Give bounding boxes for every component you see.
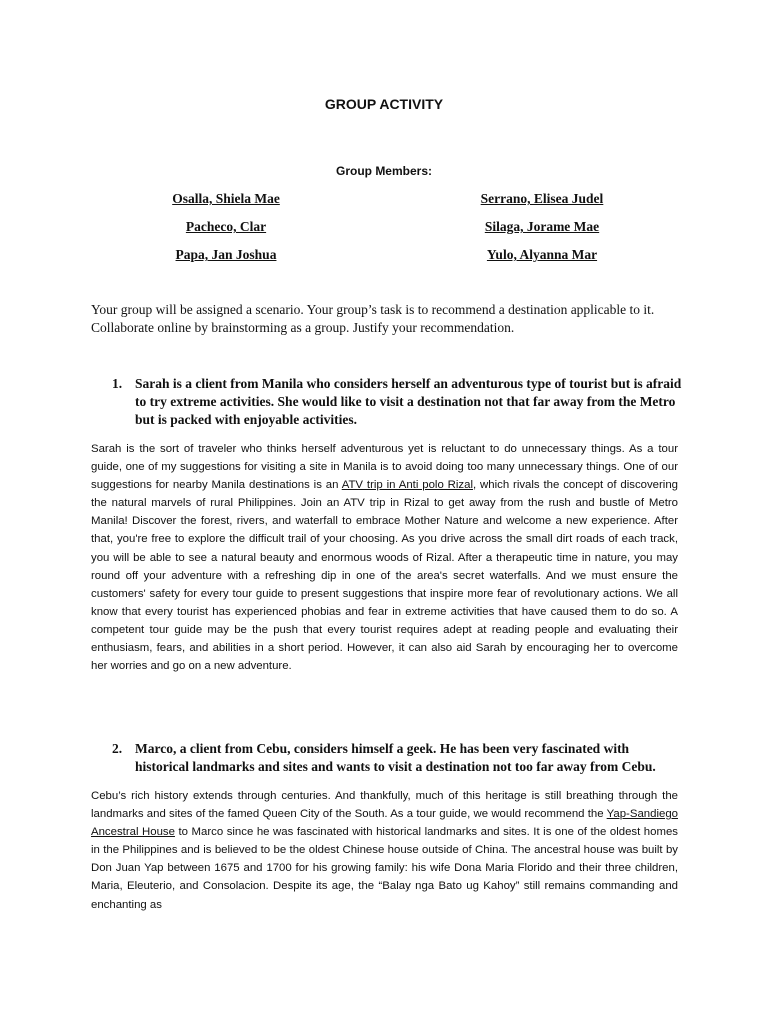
member-name: Silaga, Jorame Mae <box>484 219 600 234</box>
answer-text: Cebu’s rich history extends through centuries. And thankfully, much of this heritage is still breathing through the landmarks and sites of the famed Queen City of the South. As a tour guide, we would recommend the <box>91 790 678 821</box>
answer-text: to Marco since he was fascinated with historical landmarks and sites. It is one of the oldest homes in the Philippines and is believed to be the oldest Chinese house outside of China. The ancestral house was built by Don Juan Yap between 1675 and 1700 for his growing family: his wife Dona Maria Florido and their three children, Maria, Eleuterio, and Consolacion. Despite its age, the “Balay nga Bato ug Kahoy” still remains commanding and enchanting as <box>91 826 678 911</box>
member-name: Yulo, Alyanna Mar <box>486 247 598 262</box>
member-name: Osalla, Shiela Mae <box>172 191 280 206</box>
scenario-number: 2. <box>112 741 123 756</box>
scenario-number: 1. <box>112 376 123 391</box>
instructions-paragraph: Your group will be assigned a scenario. Your group’s task is to recommend a destination applicable to it. Collaborate online by brainstorming as a group. Justify your recommendation. <box>91 302 655 335</box>
answer-text: , which rivals the concept of discovering the natural marvels of rural Philippines. Join an ATV trip in Rizal to get away from the rush and bustle of Metro Manila! Discover the forest, rivers, and waterfall to embrace Mother Nature and welcome a new experience. After that, you're free to explore the difficult trail of your choosing. As you drive across the small dirt roads of each track, you will be able to see a natural beauty and enormous woods of Rizal. After a therapeutic time in nature, you may round off your adventure with a refreshing dip in one of the area's secret waterfalls. And we must ensure the customers' safety for every tour guide to present suggestions that inspire more fear of revolutionary actions. We all know that every tourist has experienced phobias and fear in extreme activities that have caused them to do so. A competent tour guide may be the push that every tourist requires adept at reading people and evaluating their enthusiasm, fears, and abilities in a short period. However, it can also aid Sarah by encouraging her to overcome her worries and go on a new adventure. <box>91 479 678 673</box>
member-name: Papa, Jan Joshua <box>175 247 277 262</box>
group-members-heading: Group Members: <box>335 164 432 178</box>
scenario-2-question <box>112 740 682 776</box>
destination-link[interactable]: ATV trip in Anti polo Rizal <box>341 479 473 492</box>
member-name: Pacheco, Clar <box>185 219 267 234</box>
scenario-text: Marco, a client from Cebu, considers himself a geek. He has been very fascinated with historical landmarks and sites and wants to visit a destination not too far away from Cebu. <box>135 741 656 774</box>
scenario-text: Sarah is a client from Manila who considers herself an adventurous type of tourist but is afraid to try extreme activities. She would like to visit a destination not that far away from the Metro but is packed with enjoyable activities. <box>135 376 682 427</box>
member-name: Serrano, Elisea Judel <box>480 191 604 206</box>
document-title: GROUP ACTIVITY <box>324 96 444 112</box>
scenario-1-question <box>112 375 682 429</box>
scenario-2-answer <box>91 787 678 914</box>
answer-text: Sarah is the sort of traveler who thinks herself adventurous yet is reluctant to do unnecessary things. As a tour guide, one of my suggestions for visiting a site in Manila is to avoid doing too many unnecessary things. One of our suggestions for nearby Manila destinations is an <box>91 443 678 492</box>
scenario-1-answer <box>91 440 678 675</box>
destination-link[interactable]: Yap-Sandiego Ancestral House <box>91 808 678 839</box>
